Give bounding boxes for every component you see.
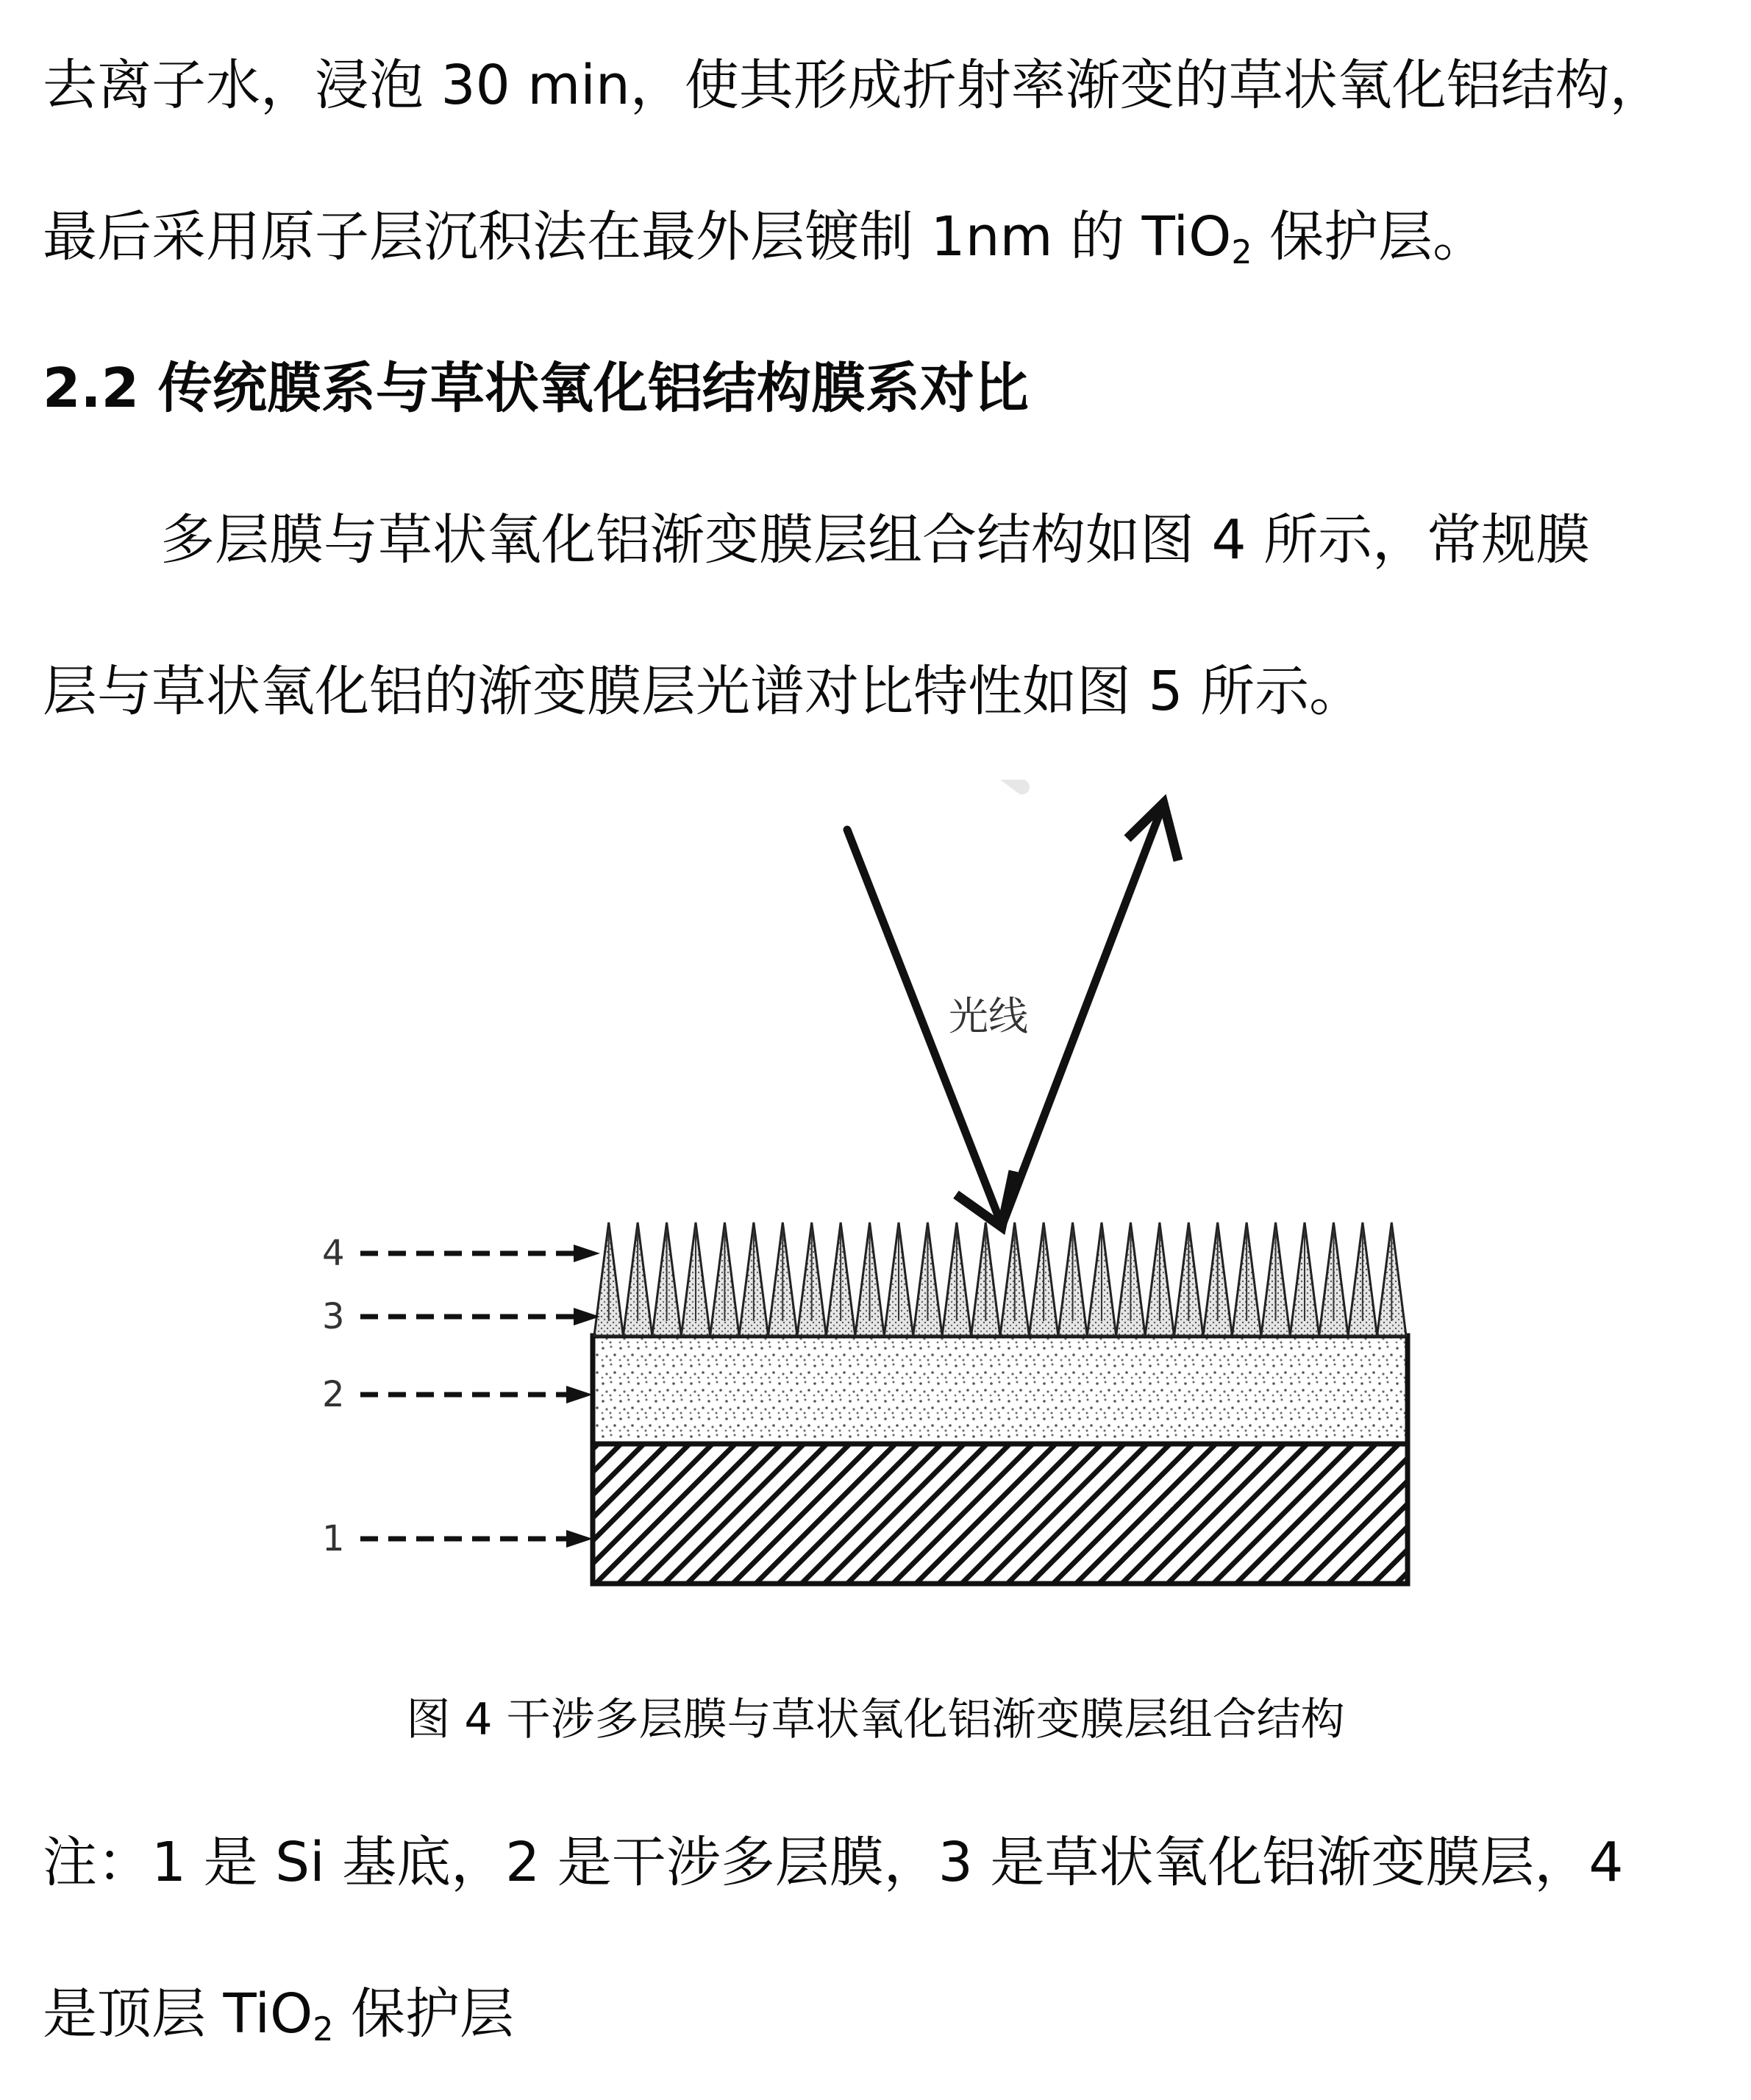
paragraph-1-line-2-text: 最后采用原子层沉积法在最外层镀制 1nm 的 TiO	[43, 205, 1232, 268]
tio2-subscript: 2	[1231, 234, 1252, 272]
paragraph-1-line-1: 去离子水，浸泡 30 min，使其形成折射率渐变的草状氧化铝结构，	[43, 54, 1664, 117]
paragraph-2-line-1: 多层膜与草状氧化铝渐变膜层组合结构如图 4 所示，常规膜	[160, 508, 1591, 572]
paragraph-1-line-2	[43, 200, 1487, 274]
layer-label-1-text: 1	[322, 1518, 345, 1559]
layer-1-si-substrate	[593, 1444, 1408, 1584]
light-label: 光线	[949, 993, 1028, 1039]
layer-2-interference-multilayer	[593, 1336, 1408, 1444]
layer-label-3-text: 3	[322, 1296, 345, 1337]
note-line-2-text: 是顶层 TiO	[43, 1982, 313, 2046]
layer-3-4-grass-alumina-spikes	[594, 1222, 1406, 1336]
layer-label-3	[322, 1296, 600, 1337]
paragraph-1-line-2-tail: 保护层。	[1252, 205, 1488, 268]
figure-caption: 图 4 干涉多层膜与草状氧化铝渐变膜层组合结构	[406, 1694, 1345, 1745]
section-heading: 2.2 传统膜系与草状氧化铝结构膜系对比	[43, 357, 1029, 420]
note-line-1: 注：1 是 Si 基底，2 是干涉多层膜，3 是草状氧化铝渐变膜层，4	[43, 1831, 1624, 1894]
layer-label-4-text: 4	[322, 1233, 345, 1274]
layer-label-2	[322, 1374, 593, 1415]
figure-4	[0, 780, 1751, 1633]
layer-label-4	[322, 1233, 600, 1274]
paragraph-2-line-2: 层与草状氧化铝的渐变膜层光谱对比特性如图 5 所示。	[43, 660, 1364, 723]
layer-label-1	[322, 1518, 593, 1559]
note-line-2	[43, 1977, 514, 2051]
note-tio2-subscript: 2	[313, 2011, 334, 2049]
note-line-2-tail: 保护层	[333, 1982, 515, 2046]
reflected-light-arrow	[1002, 803, 1178, 1227]
layer-label-2-text: 2	[322, 1374, 345, 1415]
figure-4-diagram	[0, 780, 1751, 1633]
